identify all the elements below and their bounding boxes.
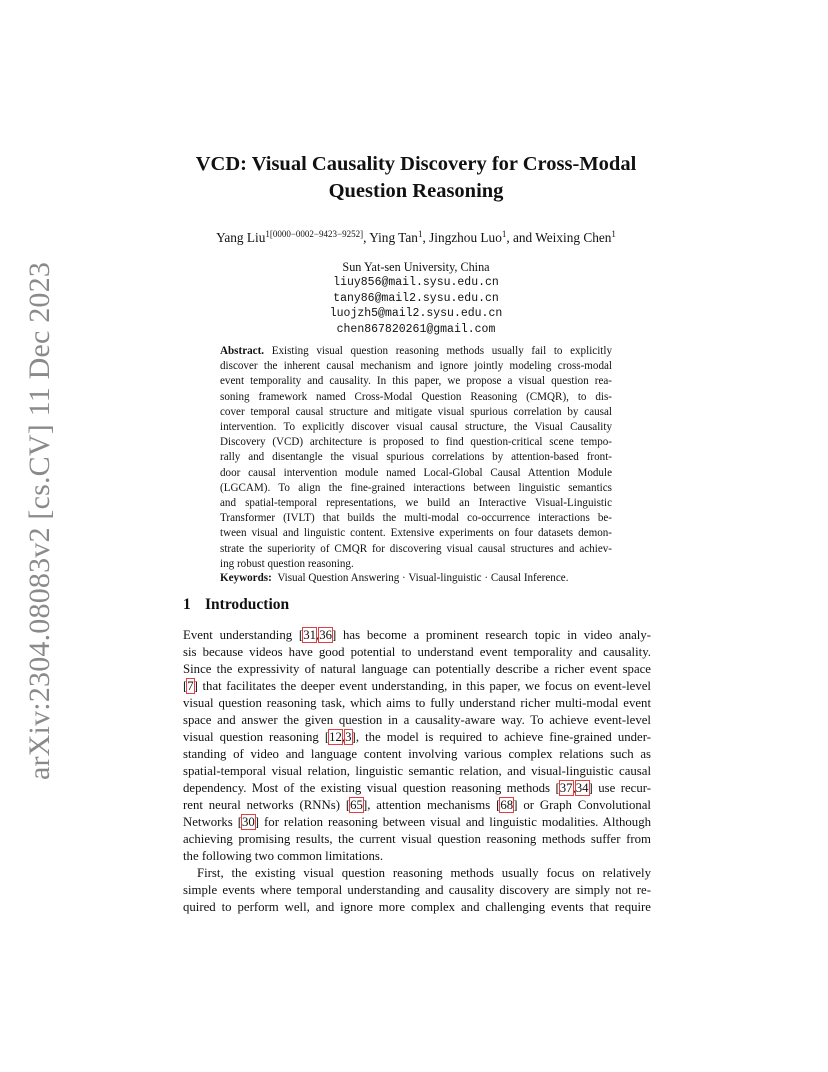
title-line-2: Question Reasoning (328, 180, 504, 202)
author-name: Ying Tan (369, 230, 418, 245)
arxiv-identifier: arXiv:2304.08083v2 [cs.CV] 11 Dec 2023 (23, 261, 56, 781)
body-line: the following two common limitations. (183, 849, 384, 863)
citation-link[interactable]: [7] (183, 679, 198, 693)
citation-link[interactable]: [65] (345, 798, 368, 812)
email-list (150, 275, 682, 337)
introduction-body (183, 627, 651, 916)
author-separator: , (422, 230, 430, 245)
title-line-1: VCD: Visual Causality Discovery for Cross-Modal (195, 153, 637, 175)
keywords-label: Keywords: (220, 572, 272, 584)
email-link[interactable]: tany86@mail2.sysu.edu.cn (333, 291, 499, 305)
abstract-line: soning framework named Cross-Modal Question Reasoning (CMQR), to dis- (220, 390, 612, 403)
abstract-text: Existing visual question reasoning methods usually fail to explicitly (264, 345, 612, 357)
abstract-line (220, 344, 612, 359)
body-line: Since the expressivity of natural language can potentially describe a richer event space (183, 662, 651, 676)
keywords (220, 572, 612, 584)
author-name: Jingzhou Luo (429, 230, 502, 245)
author-superscript: 1 (417, 229, 423, 239)
author-superscript: 1 (501, 229, 507, 239)
body-line: [7] that facilitates the deeper event understanding, in this paper, we focus on event-level (183, 679, 651, 693)
body-line: sis because videos have good potential to understand event temporality and causality. (183, 645, 651, 659)
citation-link[interactable]: [37,34] (555, 781, 593, 795)
abstract-line: ing robust question reasoning. (220, 557, 354, 570)
arxiv-sidebar-stamp (20, 261, 60, 781)
body-line: Networks [30] for relation reasoning between visual and linguistic modalities. Although (183, 815, 651, 829)
author-superscript: 1 (611, 229, 616, 239)
body-line: visual question reasoning [12,3], the model is required to achieve fine-grained under- (183, 730, 651, 744)
section-number: 1 (183, 596, 191, 613)
keywords-text: Visual Question Answering · Visual-linguistic · Causal Inference. (277, 572, 569, 584)
author-name: Weixing Chen (535, 230, 612, 245)
abstract-line: intervention. To explicitly discover visual causal structure, the Visual Causality (220, 421, 612, 434)
citation-link[interactable]: [12,3] (324, 730, 356, 744)
abstract-line: door causal intervention module named Local-Global Causal Attention Module (220, 466, 612, 479)
author-superscript: 1[0000−0002−9423−9252] (265, 229, 364, 239)
body-line: First, the existing visual question reasoning methods usually focus on relatively (197, 866, 651, 880)
abstract-line: event temporality and causality. In this paper, we propose a visual question rea- (220, 375, 612, 388)
body-line: rent neural networks (RNNs) [65], attention mechanisms [68] or Graph Convolutional (183, 798, 651, 812)
section-title: Introduction (205, 596, 290, 613)
body-line: achieving promising results, the current visual question reasoning methods suffer from (183, 832, 651, 846)
body-line: spatial-temporal visual relation, linguistic semantic relation, and visual-linguistic causal (183, 764, 651, 778)
abstract-line: Discovery (VCD) architecture is proposed to find question-critical scene tempo- (220, 436, 612, 449)
abstract-line: tween visual and linguistic content. Extensive experiments on four datasets demon- (220, 527, 612, 540)
body-line: Event understanding [31,36] has become a prominent research topic in video analy- (183, 628, 651, 642)
abstract-line: Transformer (IVLT) that builds the multi-modal co-occurrence interactions be- (220, 512, 612, 525)
abstract-label: Abstract. (220, 345, 265, 357)
abstract-line: strate the superiority of CMQR for discovering visual causal structures and achiev- (220, 542, 612, 555)
affiliation: Sun Yat-sen University, China (342, 260, 490, 274)
email-link[interactable]: luojzh5@mail2.sysu.edu.cn (329, 307, 503, 321)
email-link[interactable]: chen867820261@gmail.com (336, 322, 496, 336)
body-line: visual question reasoning task, which aims to fully understand richer multi-modal event (183, 696, 651, 710)
citation-link[interactable]: [30] (237, 815, 260, 829)
body-line: dependency. Most of the existing visual question reasoning methods [37,34] use recur- (183, 781, 651, 795)
abstract-line: rally and disentangle the visual spurious correlations by attention-based front- (220, 451, 612, 464)
abstract (220, 344, 612, 572)
abstract-line: discover the inherent causal mechanism and ignore jointly modeling cross-modal (220, 360, 612, 373)
body-line: standing of video and language content involving various complex relations such as (183, 747, 651, 761)
body-line: space and answer the given question in a causality-aware way. To achieve event-level (183, 713, 651, 727)
paper-title (150, 151, 682, 205)
author-separator: , and (506, 230, 536, 245)
author-list (150, 229, 682, 246)
abstract-line: and spatial-temporal representations, we build an Interactive Visual-Linguistic (220, 497, 612, 510)
citation-link[interactable]: [31,36] (298, 628, 337, 642)
body-line: simple events where temporal understanding and causality discovery are simply not re- (183, 883, 651, 897)
email-link[interactable]: liuy856@mail.sysu.edu.cn (333, 276, 499, 289)
author-name: Yang Liu (216, 230, 266, 245)
author-separator: , (363, 230, 370, 245)
abstract-line: (LGCAM). To align the fine-grained interactions between linguistic semantics (220, 481, 612, 494)
section-heading (183, 596, 289, 614)
abstract-line: cover temporal causal structure and mitigate visual spurious correlation by causal (220, 405, 612, 418)
body-line: quired to perform well, and ignore more complex and challenging events that require (183, 900, 651, 914)
citation-link[interactable]: [68] (496, 798, 518, 812)
